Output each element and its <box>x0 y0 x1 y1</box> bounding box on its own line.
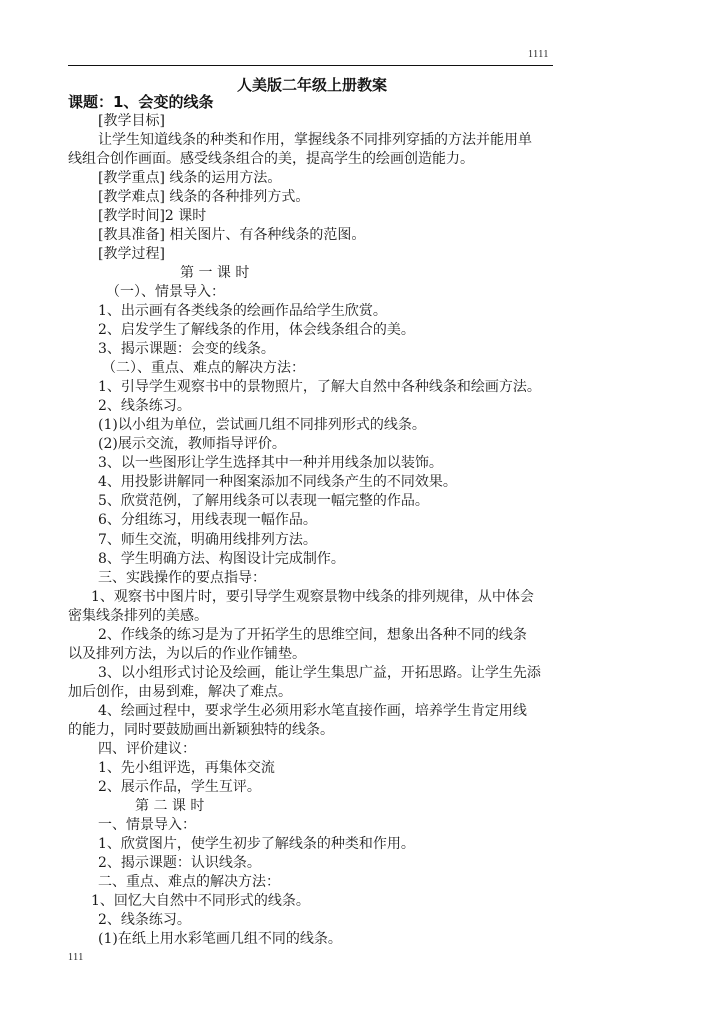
text-line: [教学过程] <box>98 246 165 263</box>
text-line: 以及排列方法，为以后的作业作铺垫。 <box>68 645 306 662</box>
text-line: 8、学生明确方法、构图设计完成制作。 <box>98 550 345 567</box>
text-line: 3、以一些图形让学生选择其中一种并用线条加以装饰。 <box>98 455 443 472</box>
text-line: [教学难点] 线条的各种排列方式。 <box>98 189 310 206</box>
text-line: 2、线条练习。 <box>98 911 191 928</box>
text-line: 1、回忆大自然中不同形式的线条。 <box>91 892 310 909</box>
text-line: 四、评价建议： <box>98 740 196 757</box>
text-line: 3、揭示课题：会变的线条。 <box>98 341 275 358</box>
text-line: 1、出示画有各类线条的绘画作品给学生欣赏。 <box>98 303 387 320</box>
text-line: [教学目标] <box>98 113 165 129</box>
text-line: 7、师生交流，明确用线排列方法。 <box>98 531 317 548</box>
text-line: 第 二 课 时 <box>135 797 205 814</box>
text-line: (1)在纸上用水彩笔画几组不同的线条。 <box>98 930 342 947</box>
text-line: 2、揭示课题：认识线条。 <box>98 854 261 871</box>
text-line: 1、先小组评选，再集体交流 <box>98 759 275 776</box>
text-line: 1、欣赏图片，使学生初步了解线条的种类和作用。 <box>98 835 415 852</box>
text-line: 密集线条排列的美感。 <box>68 607 208 624</box>
text-line: 线组合创作画面。感受线条组合的美，提高学生的绘画创造能力。 <box>68 151 474 168</box>
header-page-marker: 1111 <box>528 49 549 60</box>
text-line: 3、以小组形式讨论及绘画，能让学生集思广益，开拓思路。让学生先添 <box>98 664 541 681</box>
text-line: 1、引导学生观察书中的景物照片，了解大自然中各种线条和绘画方法。 <box>98 379 541 396</box>
lesson-heading: 课题：1、会变的线条 <box>68 93 214 111</box>
text-line: (2)展示交流，教师指导评价。 <box>98 436 286 453</box>
text-line: [教学时间]2 课时 <box>98 208 207 225</box>
text-line: 4、绘画过程中，要求学生必须用彩水笔直接作画，培养学生肯定用线 <box>98 702 527 719</box>
text-line: 6、分组练习，用线表现一幅作品。 <box>98 512 317 529</box>
text-line: [教学重点] 线条的运用方法。 <box>98 170 282 187</box>
text-line: 加后创作，由易到难，解决了难点。 <box>68 683 292 700</box>
text-line: 第 一 课 时 <box>180 265 250 282</box>
document-title: 人美版二年级上册教案 <box>236 76 387 94</box>
text-line: 4、用投影讲解同一种图案添加不同线条产生的不同效果。 <box>98 474 457 491</box>
header-rule <box>68 65 553 66</box>
text-line: (1)以小组为单位，尝试画几组不同排列形式的线条。 <box>98 417 426 434</box>
text-line: 2、作线条的练习是为了开拓学生的思维空间，想象出各种不同的线条 <box>98 626 527 643</box>
text-line: 2、展示作品，学生互评。 <box>98 778 261 795</box>
text-line: 二、重点、难点的解决方法： <box>98 873 280 890</box>
footer-page-marker: 111 <box>68 952 84 963</box>
text-line: 5、欣赏范例，了解用线条可以表现一幅完整的作品。 <box>98 493 429 510</box>
text-line: 1、观察书中图片时，要引导学生观察景物中线条的排列规律，从中体会 <box>91 588 534 605</box>
text-line: （二）、重点、难点的解决方法： <box>102 360 305 377</box>
text-line: 让学生知道线条的种类和作用，掌握线条不同排列穿插的方法并能用单 <box>98 132 532 148</box>
text-line: 2、启发学生了解线条的作用，体会线条组合的美。 <box>98 322 415 339</box>
text-line: （一）、情景导入： <box>106 284 225 301</box>
text-line: [教具准备] 相关图片、有各种线条的范图。 <box>98 227 366 244</box>
text-line: 三、实践操作的要点指导： <box>98 569 266 586</box>
text-line: 一、情景导入： <box>98 816 196 833</box>
text-line: 的能力，同时要鼓励画出新颖独特的线条。 <box>68 721 334 738</box>
text-line: 2、线条练习。 <box>98 398 191 415</box>
